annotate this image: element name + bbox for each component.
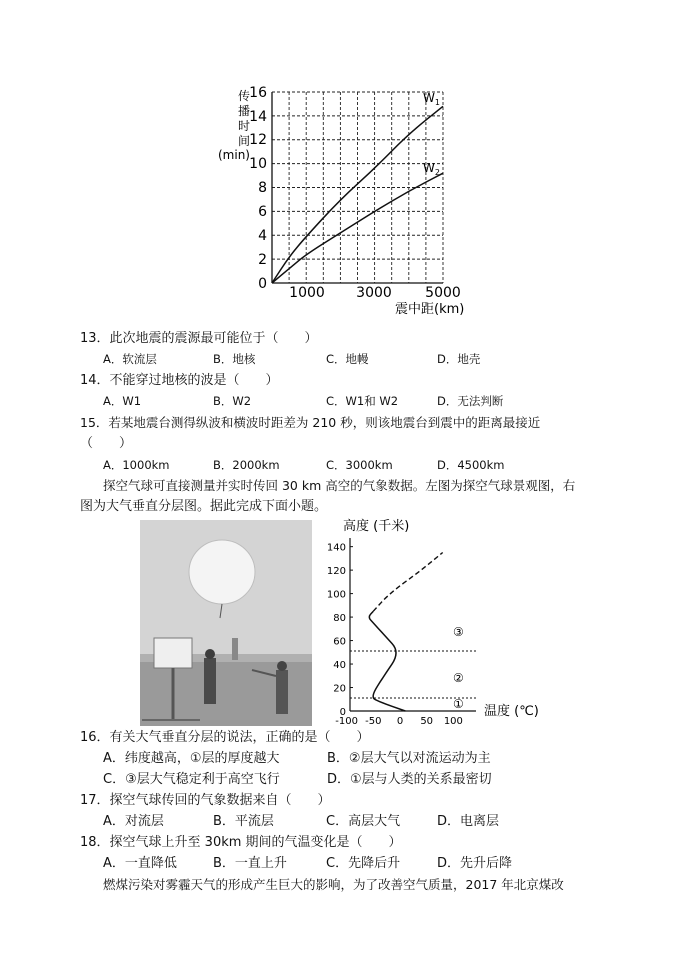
x-tick-label: 3000 <box>356 285 392 301</box>
q16-option-a[interactable]: A．纬度越高，①层的厚度越大 <box>103 751 280 766</box>
y-axis-label-char: 播 <box>238 104 251 118</box>
y-tick-label: 140 <box>326 542 346 554</box>
x-tick-label: 1000 <box>289 285 325 301</box>
y-tick-label: 0 <box>339 707 346 718</box>
question-17-stem: 17．探空气球传回的气象数据来自（ ） <box>80 793 331 808</box>
x-tick-label: 5000 <box>425 285 461 301</box>
y-axis-label-unit: (min) <box>218 148 250 162</box>
q18-option-d[interactable]: D．先升后降 <box>437 856 513 871</box>
q17-option-d[interactable]: D．电离层 <box>437 814 500 829</box>
series-label-w2: $W_2$ <box>423 161 440 177</box>
y-tick-label: 60 <box>333 636 346 648</box>
y-axis-label: 高度 (千米) <box>343 519 410 534</box>
x-tick-label: -50 <box>365 716 382 727</box>
passage-balloon-line1: 探空气球可直接测量并实时传回 30 km 高空的气象数据。左图为探空气球景观图，右 <box>103 478 576 493</box>
atmosphere-layers-chart <box>318 512 558 732</box>
q13-option-b[interactable]: B．地核 <box>213 352 256 366</box>
y-tick-label: 2 <box>258 252 267 268</box>
y-axis-label-char: 间 <box>238 134 251 148</box>
q15-option-b[interactable]: B．2000km <box>213 458 280 472</box>
question-14-options <box>103 393 583 409</box>
question-14-stem: 14．不能穿过地核的波是（ ） <box>80 373 279 388</box>
q16-option-d[interactable]: D．①层与人类的关系最密切 <box>327 772 492 787</box>
q14-option-b[interactable]: B．W2 <box>213 394 252 408</box>
y-tick-label: 120 <box>326 566 346 578</box>
series-label-w1: $W_1$ <box>423 91 440 107</box>
y-axis-label-char: 时 <box>238 119 251 133</box>
y-tick-label: 40 <box>333 660 346 672</box>
layer-label-2: ② <box>453 671 464 685</box>
q15-option-c[interactable]: C．3000km <box>326 458 393 472</box>
q18-option-c[interactable]: C．先降后升 <box>326 856 401 871</box>
y-tick-label: 4 <box>258 228 267 244</box>
temperature-profile-solid <box>369 611 405 711</box>
question-16-stem: 16．有关大气垂直分层的说法，正确的是（ ） <box>80 730 370 745</box>
sounding-balloon-photo <box>140 520 312 726</box>
layer-label-1: ① <box>453 697 464 711</box>
question-18-stem: 18．探空气球上升至 30km 期间的气温变化是（ ） <box>80 835 402 850</box>
question-18-options <box>103 856 583 874</box>
question-17-options <box>103 814 583 832</box>
q14-option-d[interactable]: D．无法判断 <box>437 394 504 408</box>
y-tick-label: 16 <box>249 85 267 101</box>
y-tick-label: 10 <box>249 156 267 172</box>
seismic-travel-time-chart <box>218 80 485 320</box>
q15-option-a[interactable]: A．1000km <box>103 458 170 472</box>
q14-option-a[interactable]: A．W1 <box>103 394 142 408</box>
balloon-shape <box>189 540 255 604</box>
y-tick-label: 20 <box>333 683 346 695</box>
passage-balloon-line2: 图为大气垂直分层图。据此完成下面小题。 <box>80 499 328 514</box>
y-tick-label: 14 <box>249 109 267 125</box>
y-tick-label: 12 <box>249 132 267 148</box>
y-axis-label-char: 传 <box>238 89 251 103</box>
y-tick-label: 0 <box>258 276 267 292</box>
y-tick-label: 80 <box>333 613 346 625</box>
question-13-options <box>103 351 583 367</box>
x-tick-label: -100 <box>335 716 358 727</box>
question-15-stem: 15．若某地震台测得纵波和横波时距差为 210 秒，则该地震台到震中的距离最接近 <box>80 415 541 430</box>
layer-label-3: ③ <box>453 625 464 639</box>
q18-option-b[interactable]: B．一直上升 <box>213 856 287 871</box>
question-15-options <box>103 457 583 473</box>
passage-coal-line1: 燃煤污染对雾霾天气的形成产生巨大的影响，为了改善空气质量，2017 年北京煤改 <box>103 877 564 892</box>
q17-option-c[interactable]: C．高层大气 <box>326 814 401 829</box>
y-tick-label: 100 <box>326 589 346 601</box>
x-tick-label: 0 <box>396 716 404 727</box>
q16-option-c[interactable]: C．③层大气稳定利于高空飞行 <box>103 772 280 787</box>
q15-option-d[interactable]: D．4500km <box>437 458 505 472</box>
y-tick-label: 6 <box>258 204 267 220</box>
y-tick-label: 8 <box>258 180 267 196</box>
question-13-stem: 13．此次地震的震源最可能位于（ ） <box>80 331 318 346</box>
x-tick-label: 100 <box>443 716 463 727</box>
q13-option-a[interactable]: A．软流层 <box>103 352 157 366</box>
q16-option-b[interactable]: B．②层大气以对流运动为主 <box>327 751 491 766</box>
q14-option-c[interactable]: C．W1和 W2 <box>326 394 399 408</box>
x-axis-label: 温度 (℃) <box>484 704 539 719</box>
q13-option-d[interactable]: D．地壳 <box>437 352 481 366</box>
q13-option-c[interactable]: C．地幔 <box>326 352 369 366</box>
temperature-profile-dashed <box>373 553 442 612</box>
q17-option-b[interactable]: B．平流层 <box>213 814 274 829</box>
q18-option-a[interactable]: A．一直降低 <box>103 856 177 871</box>
x-tick-label: 50 <box>420 716 434 727</box>
x-axis-label: 震中距(km) <box>395 302 465 317</box>
q17-option-a[interactable]: A．对流层 <box>103 814 164 829</box>
question-15-answer-blank: （ ） <box>80 436 133 451</box>
